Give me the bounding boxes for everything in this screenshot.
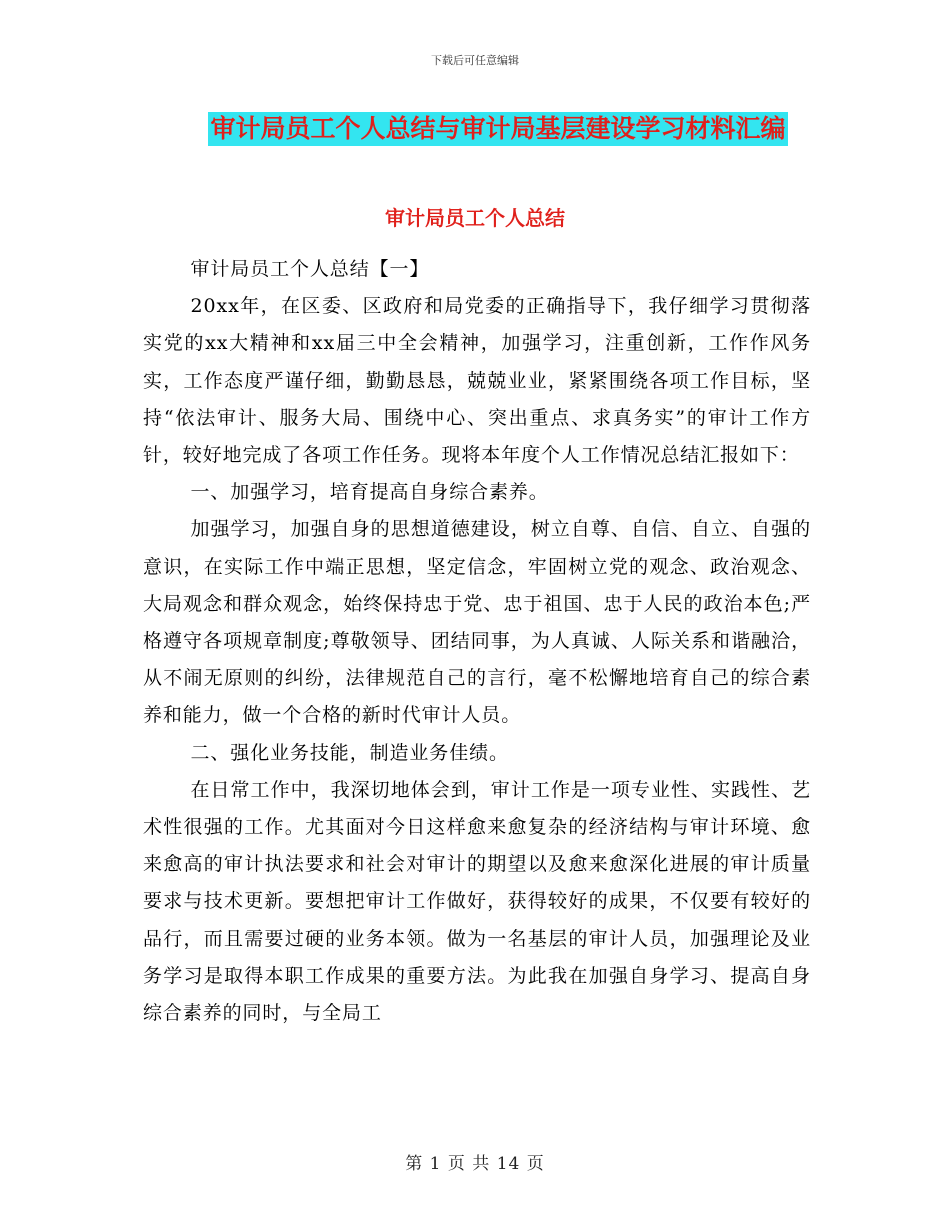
paragraph: 在日常工作中，我深切地体会到，审计工作是一项专业性、实践性、艺术性很强的工作。尤其面对今日这样愈来愈复杂的经济结构与审计环境、愈来愈高的审计执法要求和社会对审计的期望以及愈来愈深化进展的审计质量要求与技术更新。要想把审计工作做好，获得较好的成果，不仅要有较好的品行，而且需要过硬的业务本领。做为一名基层的审计人员，加强理论及业务学习是取得本职工作成果的重要方法。为此我在加强自身学习、提高自身综合素养的同时，与全局工 <box>143 778 811 1025</box>
paragraph: 加强学习，加强自身的思想道德建设，树立自尊、自信、自立、自强的意识，在实际工作中端正思想，坚定信念，牢固树立党的观念、政治观念、大局观念和群众观念，始终保持忠于党、忠于祖国、忠于人民的政治本色;严格遵守各项规章制度;尊敬领导、团结同事，为人真诚、人际关系和谐融洽，从不闹无原则的纠纷，法律规范自己的言行，毫不松懈地培育自己的综合素养和能力，做一个合格的新时代审计人员。 <box>143 518 811 727</box>
page-footer: 第 1 页 共 14 页 <box>405 1154 545 1174</box>
main-title-container <box>0 112 950 146</box>
paragraph: 20xx年，在区委、区政府和局党委的正确指导下，我仔细学习贯彻落实党的xx大精神和xx届三中全会精神，加强学习，注重创新，工作作风务实，工作态度严谨仔细，勤勤恳恳，兢兢业业，紧紧围绕各项工作目标，坚持“依法审计、服务大局、围绕中心、突出重点、求真务实”的审计工作方针，较好地完成了各项工作任务。现将本年度个人工作情况总结汇报如下： <box>143 295 811 467</box>
document-body <box>143 221 811 1032</box>
main-title: 审计局员工个人总结与审计局基层建设学习材料汇编 <box>208 112 787 146</box>
paragraph-heading: 一、加强学习，培育提高自身综合素养。 <box>190 481 549 504</box>
section-title: 审计局员工个人总结 <box>385 206 565 230</box>
paragraph-heading: 二、强化业务技能，制造业务佳绩。 <box>190 741 509 764</box>
header-note: 下载后可任意编辑 <box>431 54 519 67</box>
paragraph-heading: 审计局员工个人总结【一】 <box>190 258 430 280</box>
